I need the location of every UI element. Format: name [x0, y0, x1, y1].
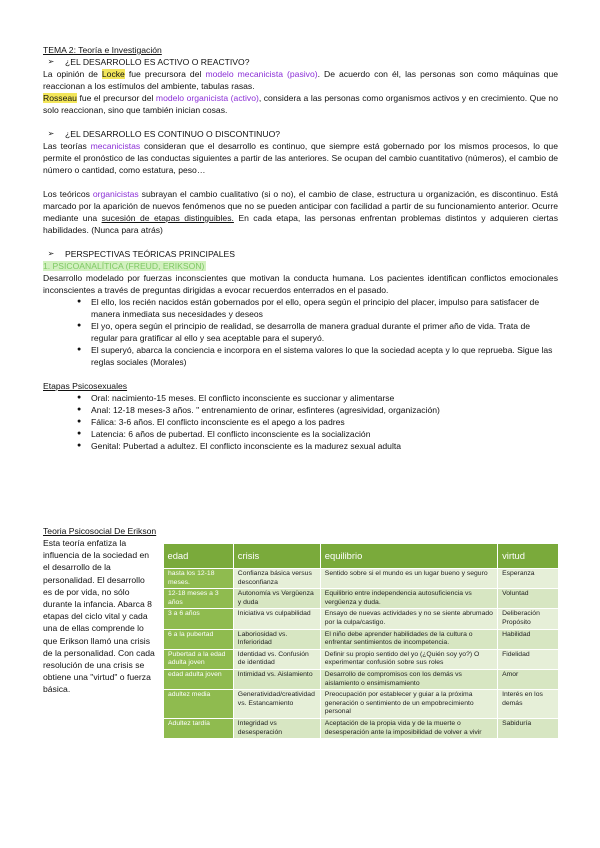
text-run: fue el precursor del [76, 93, 156, 103]
erikson-description: Esta teoría enfatiza la influencia de la sociedad en el desarrollo de la personalidad. El desarrollo es de por vida, no sólo durante la infancia. Abarca 8 etapas del ciclo vital y cada una de ellas comprende lo que Erikson llamó una crisis de la personalidad. Con cada resolución de una crisis se obtiene una "virtud" o fuerza básica. [43, 538, 155, 695]
table-cell: Sentido sobre si el mundo es un lugar bueno y seguro [320, 569, 497, 589]
arrow-bullet-icon: ➢ [47, 57, 55, 66]
text-run: subrayan el cambio cualitativo (si o no), el cambio de clase, estructura u organización, es discontinuo. Está marcado por la aparición de nuevos fenómenos que no se pueden anticipar con facilidad a partir de su funcionamiento anterior. Ocurre mediante una [43, 189, 558, 223]
list-item: ● Genital: Pubertad a adultez. El conflicto inconsciente es la madurez sexual adulta [91, 440, 558, 452]
text-run: consideran que el desarrollo es continuo, que siempre está gobernado por los mismos procesos, lo que permite el pronóstico de las conductas siguientes a partir de las anteriores. Se ocupan del cambio cuantitativo (números), el cambio de número o cantidad, como estatura, peso… [43, 141, 558, 175]
document-body [43, 44, 558, 452]
paragraph-organicistas [43, 188, 558, 236]
table-cell: Pubertad a la edad adulta joven [164, 649, 234, 669]
table-row [164, 629, 559, 649]
text-run: fue precursora del [124, 69, 206, 79]
erikson-title: Teoria Psicosocial De Erikson [43, 526, 157, 536]
text-run: Los teóricos [43, 189, 93, 199]
table-header: crisis [233, 544, 320, 569]
erikson-table [163, 544, 559, 739]
table-row [164, 569, 559, 589]
table-cell: El niño debe aprender habilidades de la cultura o enfrentar sentimientos de incompetencia. [320, 629, 497, 649]
table-cell: Autonomía vs Vergüenza y duda [233, 589, 320, 609]
table-header: virtud [498, 544, 559, 569]
highlight-locke: Locke [101, 69, 125, 79]
bullet-list-etapas [43, 392, 558, 452]
term-mecanicista: modelo mecanicista (pasivo) [205, 69, 318, 79]
table-cell: Habilidad [498, 629, 559, 649]
paragraph-rosseau [43, 92, 558, 116]
table-cell: Interés en los demás [498, 690, 559, 719]
section-heading-text: ¿EL DESARROLLO ES CONTINUO O DISCONTINUO? [65, 129, 281, 139]
table-cell: 3 a 6 años [164, 609, 234, 629]
table-cell: 12-18 meses a 3 años [164, 589, 234, 609]
table-cell: Esperanza [498, 569, 559, 589]
table-cell: Integridad vs desesperación [233, 718, 320, 738]
table-row [164, 690, 559, 719]
table-cell: Iniciativa vs culpabilidad [233, 609, 320, 629]
table-cell: Amor [498, 669, 559, 689]
table-cell: Preocupación por establecer y guiar a la próxima generación o sentimiento de un empobrecimiento personal [320, 690, 497, 719]
table-row [164, 589, 559, 609]
table-header: equilibrio [320, 544, 497, 569]
table-cell: adultez media [164, 690, 234, 719]
term-organicistas: organicistas [92, 189, 139, 199]
table-row [164, 609, 559, 629]
list-item: ● Anal: 12-18 meses-3 años. " entrenamiento de orinar, esfinteres (agresividad, organización) [91, 404, 558, 416]
list-item: ● El superyó, abarca la conciencia e incorpora en el sistema valores lo que la sociedad acepta y lo que reprueba. Sigue las reglas sociales (Morales) [91, 344, 558, 368]
text-run: La opinión de [43, 69, 102, 79]
table-cell: Laboriosidad vs. Inferioridad [233, 629, 320, 649]
list-item: ● Oral: nacimiento-15 meses. El conflicto inconsciente es succionar y alimentarse [91, 392, 558, 404]
list-item: ● Latencia: 6 años de pubertad. El conflicto inconsciente es la socialización [91, 428, 558, 440]
term-organicista: modelo organicista (activo) [155, 93, 259, 103]
table-row [164, 649, 559, 669]
paragraph-locke [43, 68, 558, 92]
table-cell: edad adulta joven [164, 669, 234, 689]
table-cell: Fidelidad [498, 649, 559, 669]
bullet-list-freud [43, 296, 558, 368]
table-cell: Adultez tardía [164, 718, 234, 738]
table-row [164, 718, 559, 738]
table-row [164, 669, 559, 689]
paragraph-mecanicistas [43, 140, 558, 176]
table-cell: Equilibrio entre independencia autosuficiencia vs vergüenza y duda. [320, 589, 497, 609]
paragraph-psicoanalitica: Desarrollo modelado por fuerzas inconscientes que motivan la conducta humana. Los pacientes identifican conflictos emocionales inconscientes a través de preguntas dirigidas a evocar recuerdos enterrados en el pasado. [43, 273, 558, 295]
table-header: edad [164, 544, 234, 569]
table-cell: Intimidad vs. Aislamiento [233, 669, 320, 689]
table-cell: Sabiduría [498, 718, 559, 738]
page-title: TEMA 2: Teoría e Investigación [43, 45, 162, 55]
table-cell: Confianza básica versus desconfianza [233, 569, 320, 589]
section-heading-text: ¿EL DESARROLLO ES ACTIVO O REACTIVO? [65, 57, 250, 67]
table-cell: Generatividad/creatividad vs. Estancamiento [233, 690, 320, 719]
arrow-bullet-icon: ➢ [47, 249, 55, 258]
text-run: . De acuerdo con él, las personas son como máquinas que reaccionan a los estímulos del ambiente, tabulas rasas. [43, 69, 559, 91]
table-cell: 6 a la pubertad [164, 629, 234, 649]
text-run: En cada etapa, las personas enfrentan problemas distintos y adquieren ciertas habilidades. (Nunca para atrás) [43, 213, 559, 235]
term-mecanicistas: mecanicistas [90, 141, 141, 151]
table-cell: Aceptación de la propia vida y de la muerte o desesperación ante la imposibilidad de volver a vivir [320, 718, 497, 738]
section-heading-activo [43, 56, 558, 68]
table-cell: Desarrollo de compromisos con los demás vs aislamiento o ensimismamiento [320, 669, 497, 689]
table-cell: Deliberación Propósito [498, 609, 559, 629]
table-cell: Ensayo de nuevas actividades y no se siente abrumado por la culpa/castigo. [320, 609, 497, 629]
highlight-rosseau: Rosseau [43, 93, 77, 103]
arrow-bullet-icon: ➢ [47, 129, 55, 138]
list-item: ● Fálica: 3-6 años. El conflicto inconsciente es el apego a los padres [91, 416, 558, 428]
section-heading-text: PERSPECTIVAS TEÓRICAS PRINCIPALES [65, 249, 236, 259]
list-item: ● El yo, opera según el principio de realidad, se desarrolla de manera gradual durante el primer año de vida. Trata de regular para gratificar al ello y sea aceptable para el superyó. [91, 320, 558, 344]
section-heading-continuo [43, 128, 558, 140]
list-item: ● El ello, los recién nacidos están gobernados por el ello, opera según el principio del placer, impulso para satisfacer de manera inmediata sus necesidades y deseos [91, 296, 558, 320]
table-cell: Identidad vs. Confusión de identidad [233, 649, 320, 669]
text-run: Las teorías [43, 141, 91, 151]
section-heading-perspectivas [43, 248, 558, 260]
text-run: , considera a las personas como organismos activos y en crecimiento. Que no solo reaccionan, sino que también inician cosas. [43, 93, 558, 115]
underlined-text: sucesión de etapas distinguibles. [101, 213, 234, 223]
subheading-psicoanalitica: 1. PSICOANALÍTICA (FREUD, ERIKSON) [43, 261, 205, 271]
table-cell: Definir su propio sentido del yo (¿Quién soy yo?) O experimentar confusión sobre sus roles [320, 649, 497, 669]
table-cell: Voluntad [498, 589, 559, 609]
table-cell: hasta los 12-18 meses. [164, 569, 234, 589]
etapas-title: Etapas Psicosexuales [43, 381, 128, 391]
